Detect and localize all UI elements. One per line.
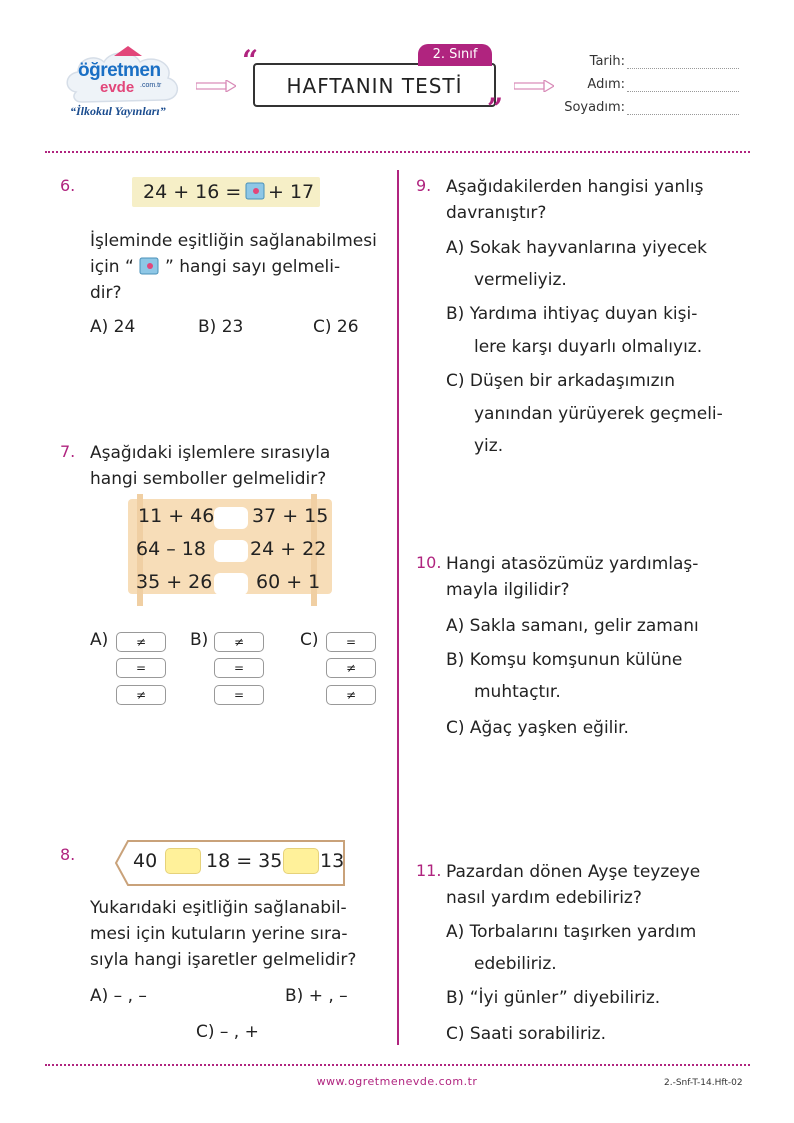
q6-option-c[interactable]: C) 26	[313, 317, 359, 337]
q8-eq-b: 18 = 35	[206, 850, 283, 872]
q7-option-a-sym1: ≠	[116, 632, 166, 652]
logo-wordmark-evde: evde	[100, 79, 135, 96]
footer-url-link[interactable]: www.ogretmenevde.com.tr	[316, 1075, 478, 1088]
q9-option-b-line2: lere karşı duyarlı olmalıyız.	[474, 337, 703, 357]
notebook-icon	[138, 256, 160, 276]
q7-option-b-label[interactable]: B)	[190, 630, 209, 650]
q7-option-c-sym2: ≠	[326, 658, 376, 678]
q8-option-b[interactable]: B) + , –	[285, 986, 348, 1006]
logo-domain: .com.tr	[140, 82, 162, 89]
q8-eq-a: 40	[133, 850, 158, 872]
q7-row3-right: 60 + 1	[256, 571, 321, 593]
quote-close-mark: ”	[487, 92, 504, 125]
q7-option-b-sym2: =	[214, 658, 264, 678]
q8-number: 8.	[60, 845, 76, 864]
logo-wordmark: öğretmen	[78, 60, 161, 81]
q7-row2-left: 64 – 18	[136, 538, 206, 560]
date-field[interactable]	[627, 54, 739, 69]
q6-expression-right: + 17	[268, 181, 315, 203]
q9-option-a-line2: vermeliyiz.	[474, 270, 567, 290]
name-field[interactable]	[627, 77, 739, 92]
q7-row3-left: 35 + 26	[136, 571, 213, 593]
q11-option-c[interactable]: C) Saati sorabiliriz.	[446, 1024, 606, 1044]
q7-option-c-label[interactable]: C)	[300, 630, 319, 650]
q10-option-a[interactable]: A) Sakla samanı, gelir zamanı	[446, 616, 699, 636]
q10-option-b-line2: muhtaçtır.	[474, 682, 561, 702]
grade-badge: 2. Sınıf	[418, 44, 492, 66]
q9-option-b[interactable]: B) Yardıma ihtiyaç duyan kişi-	[446, 304, 698, 324]
q9-question-line2: davranıştır?	[446, 203, 547, 223]
q7-option-c-sym3: ≠	[326, 685, 376, 705]
q7-blank-2	[214, 540, 248, 562]
q10-number: 10.	[416, 553, 442, 572]
q8-question-line3: sıyla hangi işaretler gelmelidir?	[90, 950, 357, 970]
q11-number: 11.	[416, 861, 442, 880]
q7-option-b-sym3: =	[214, 685, 264, 705]
q6-option-a[interactable]: A) 24	[90, 317, 136, 337]
name-label: Adım:	[587, 77, 625, 92]
q11-option-a-line2: edebiliriz.	[474, 954, 557, 974]
footer-code: 2.-Snf-T-14.Hft-02	[664, 1078, 743, 1088]
q9-option-c-line3: yiz.	[474, 436, 504, 456]
surname-field[interactable]	[627, 100, 739, 115]
q6-question-line2b: ” hangi sayı gelmeli-	[165, 257, 341, 277]
page-title: HAFTANIN TESTİ	[286, 74, 463, 98]
q10-option-c[interactable]: C) Ağaç yaşken eğilir.	[446, 718, 629, 738]
q6-number: 6.	[60, 176, 76, 195]
q7-number: 7.	[60, 442, 76, 461]
q7-option-a-sym2: =	[116, 658, 166, 678]
q9-option-c-line2: yanından yürüyerek geçmeli-	[474, 404, 723, 424]
q8-option-a[interactable]: A) – , –	[90, 986, 147, 1006]
column-divider	[397, 170, 399, 1045]
q7-question-line2: hangi semboller gelmelidir?	[90, 469, 327, 489]
q10-option-b[interactable]: B) Komşu komşunun külüne	[446, 650, 683, 670]
q6-question-line3: dir?	[90, 283, 122, 303]
q8-question-line2: mesi için kutuların yerine sıra-	[90, 924, 348, 944]
logo-tagline: “İlkokul Yayınları”	[70, 104, 166, 118]
footer-divider	[45, 1064, 750, 1066]
q7-blank-1	[214, 507, 248, 529]
q8-yellow-box-1	[165, 848, 201, 874]
q11-option-b[interactable]: B) “İyi günler” diyebiliriz.	[446, 988, 661, 1008]
q6-question-line2a: için “	[90, 257, 134, 277]
q8-yellow-box-2	[283, 848, 319, 874]
q7-option-c-sym1: =	[326, 632, 376, 652]
q7-option-a-sym3: ≠	[116, 685, 166, 705]
q7-option-a-label[interactable]: A)	[90, 630, 109, 650]
q6-expression-left: 24 + 16 =	[143, 181, 242, 203]
notebook-icon	[244, 181, 266, 201]
q8-question-line1: Yukarıdaki eşitliğin sağlanabil-	[90, 898, 347, 918]
q7-question-line1: Aşağıdaki işlemlere sırasıyla	[90, 443, 331, 463]
q10-question-line1: Hangi atasözümüz yardımlaş-	[446, 554, 699, 574]
q7-row1-right: 37 + 15	[252, 505, 329, 527]
q9-option-c[interactable]: C) Düşen bir arkadaşımızın	[446, 371, 676, 391]
q8-eq-c: 13	[320, 850, 345, 872]
q6-option-b[interactable]: B) 23	[198, 317, 244, 337]
q10-question-line2: mayla ilgilidir?	[446, 580, 570, 600]
q11-question-line2: nasıl yardım edebiliriz?	[446, 888, 642, 908]
date-label: Tarih:	[589, 54, 625, 69]
q7-option-b-sym1: ≠	[214, 632, 264, 652]
q7-row1-left: 11 + 46	[138, 505, 215, 527]
arrow-right-icon	[196, 80, 236, 92]
q9-number: 9.	[416, 176, 432, 195]
q6-question-line1: İşleminde eşitliğin sağlanabilmesi	[90, 231, 377, 251]
surname-label: Soyadım:	[564, 100, 625, 115]
q11-question-line1: Pazardan dönen Ayşe teyzeye	[446, 862, 701, 882]
q11-option-a[interactable]: A) Torbalarını taşırken yardım	[446, 922, 697, 942]
quote-open-mark: “	[242, 44, 259, 77]
q8-option-c[interactable]: C) – , +	[196, 1022, 259, 1042]
q7-blank-3	[214, 573, 248, 595]
q9-question-line1: Aşağıdakilerden hangisi yanlış	[446, 177, 704, 197]
q9-option-a[interactable]: A) Sokak hayvanlarına yiyecek	[446, 238, 707, 258]
header-divider	[45, 151, 750, 153]
q7-row2-right: 24 + 22	[250, 538, 327, 560]
